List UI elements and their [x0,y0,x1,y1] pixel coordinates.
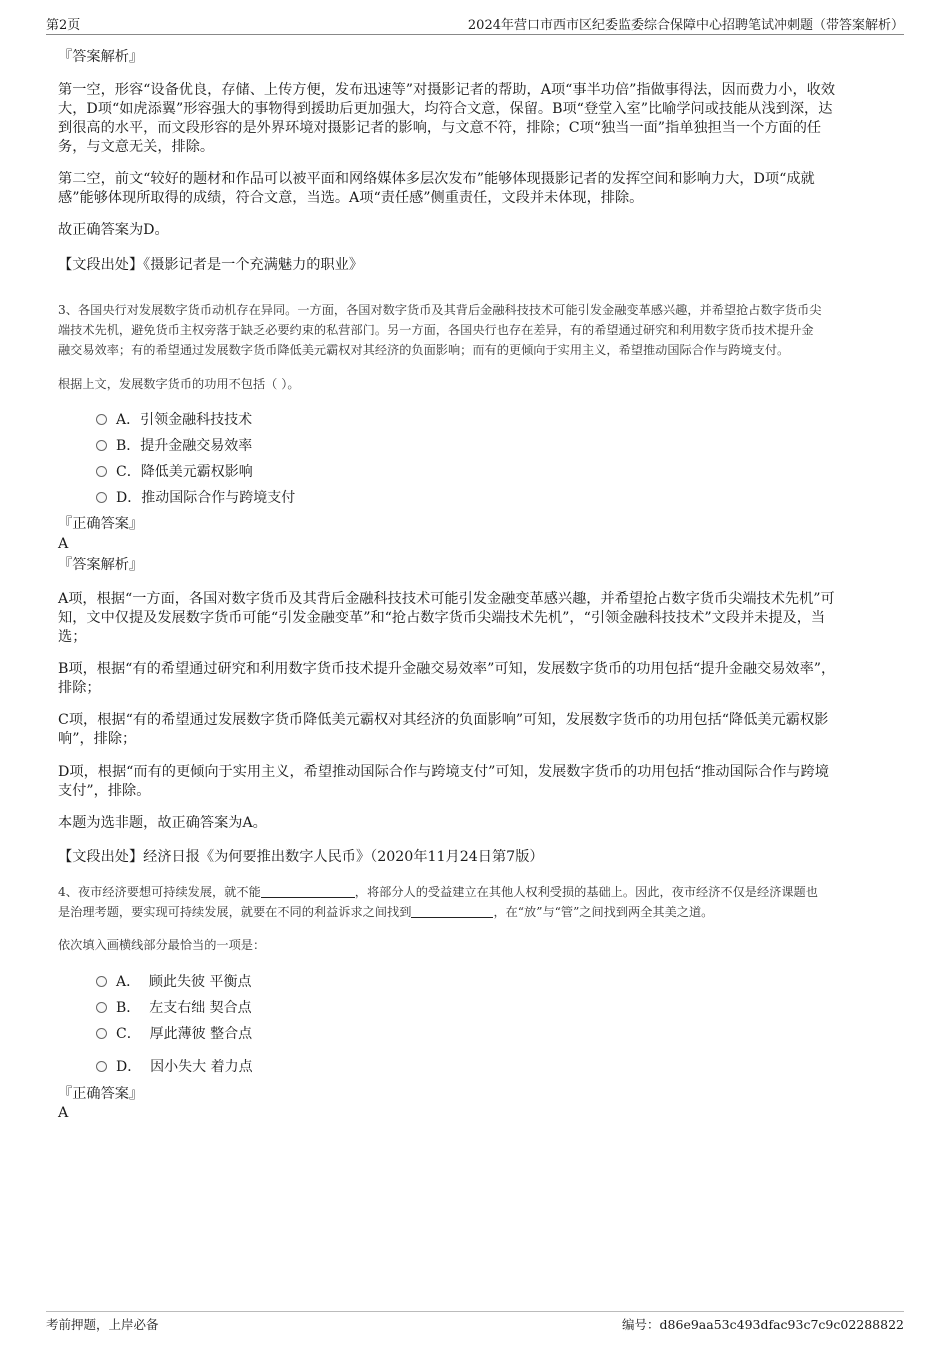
q3-stem-line1: 3、各国央行对发展数字货币动机存在异同。一方面，各国对数字货币及其背后金融科技技术可能引发金融变革感兴趣，并希望抢占数字货币尖 [58,303,822,317]
q2-para2-line2: 感”能够体现所取得的成绩，符合文意，当选。A项“责任感”侧重责任，文段并未体现，排除。 [58,190,644,206]
page-header [46,14,904,35]
q2-para1-line1: 第一空，形容“设备优良，存储、上传方便，发布迅速等”对摄影记者的帮助，A项“事半功倍”指做事得法，因而费力小，收效 [58,82,836,98]
q3-option-c[interactable]: C．降低美元霸权影响 [96,462,253,482]
q4-option-b[interactable]: B． 左支右绌 契合点 [96,998,252,1018]
q3-analysis-b-line2: 排除； [58,680,101,696]
q4-answer-title: 『正确答案』 [58,1086,144,1102]
radio-icon[interactable] [96,976,107,987]
q4-question: 依次填入画横线部分最恰当的一项是： [58,938,266,952]
q4-stem-line2: 是治理考题，要实现可持续发展，就要在不同的利益诉求之间找到 ，在“放”与“管”之间找到两全其美之道。 [58,905,714,919]
q3-analysis-c-line2: 响”，排除； [58,731,137,747]
q3-option-b[interactable]: B．提升金融交易效率 [96,436,252,456]
radio-icon[interactable] [96,492,107,503]
page-number: 第2页 [46,18,81,33]
fill-blank-1 [261,885,355,898]
fill-blank-2 [411,905,493,918]
q3-answer: A [58,536,69,552]
q3-source: 【文段出处】经济日报《为何要推出数字人民币》（2020年11月24日第7版） [58,849,544,865]
document-title: 2024年营口市西市区纪委监委综合保障中心招聘笔试冲刺题（带答案解析） [467,18,904,33]
radio-icon[interactable] [96,1002,107,1013]
q3-option-a[interactable]: A．引领金融科技技术 [96,410,252,430]
q3-answer-title: 『正确答案』 [58,516,144,532]
q3-analysis-title: 『答案解析』 [58,557,144,573]
q2-conclusion: 故正确答案为D。 [58,222,169,238]
q3-analysis-a-line3: 选； [58,629,87,645]
q3-analysis-c-line1: C项，根据“有的希望通过发展数字货币降低美元霸权对其经济的负面影响”可知，发展数字货币的功用包括“降低美元霸权影 [58,712,829,728]
q3-option-d[interactable]: D．推动国际合作与跨境支付 [96,488,295,508]
q3-conclusion: 本题为选非题，故正确答案为A。 [58,815,267,831]
q4-option-a[interactable]: A． 顾此失彼 平衡点 [96,972,251,992]
footer-slogan: 考前押题，上岸必备 [46,1317,159,1332]
radio-icon[interactable] [96,440,107,451]
radio-icon[interactable] [96,466,107,477]
q3-analysis-d-line2: 支付”，排除。 [58,783,151,799]
q3-analysis-a-line1: A项，根据“一方面，各国对数字货币及其背后金融科技技术可能引发金融变革感兴趣，并希望抢占数字货币尖端技术先机”可 [58,591,835,607]
q2-para2-line1: 第二空，前文“较好的题材和作品可以被平面和网络媒体多层次发布”能够体现摄影记者的发挥空间和影响力大，D项“成就 [58,171,815,187]
q2-analysis-title: 『答案解析』 [58,49,144,65]
radio-icon[interactable] [96,1061,107,1072]
q3-analysis-b-line1: B项，根据“有的希望通过研究和利用数字货币技术提升金融交易效率”可知，发展数字货币的功用包括“提升金融交易效率”， [58,661,836,677]
q2-para1-line2: 大，D项“如虎添翼”形容强大的事物得到援助后更加强大，均符合文意，保留。B项“登堂入室”比喻学问或技能从浅到深，达 [58,101,833,117]
q4-answer: A [58,1105,69,1121]
q4-stem-line1: 4、夜市经济要想可持续发展，就不能 ，将部分人的受益建立在其他人权利受损的基础上。因此，夜市经济不仅是经济课题也 [58,885,818,899]
q4-option-c[interactable]: C． 厚此薄彼 整合点 [96,1024,252,1044]
q4-option-d[interactable]: D． 因小失大 着力点 [96,1057,253,1077]
radio-icon[interactable] [96,414,107,425]
page-footer [46,1311,904,1332]
radio-icon[interactable] [96,1028,107,1039]
q2-para1-line3: 到很高的水平，而文段形容的是外界环境对摄影记者的影响，与文意不符，排除；C项“独当一面”指单独担当一个方面的任 [58,120,822,136]
q3-analysis-a-line2: 知，文中仅提及发展数字货币可能“引发金融变革”和“抢占数字货币尖端技术先机”，“引领金融科技技术”文段并未提及，当 [58,610,826,626]
q3-stem-line2: 端技术先机，避免货币主权旁落于缺乏必要约束的私营部门。另一方面，各国央行也存在差异，有的希望通过研究和利用数字货币技术提升金 [58,323,814,337]
document-id: 编号：d86e9aa53c493dfac93c7c9c02288822 [622,1317,904,1332]
q2-para1-line4: 务，与文意无关，排除。 [58,139,215,155]
q3-question: 根据上文，发展数字货币的功用不包括（ ）。 [58,377,300,391]
q3-analysis-d-line1: D项，根据“而有的更倾向于实用主义，希望推动国际合作与跨境支付”可知，发展数字货币的功用包括“推动国际合作与跨境 [58,764,829,780]
q3-stem-line3: 融交易效率；有的希望通过发展数字货币降低美元霸权对其经济的负面影响；而有的更倾向于实用主义，希望推动国际合作与跨境支付。 [58,343,790,357]
q2-source: 【文段出处】《摄影记者是一个充满魅力的职业》 [58,257,364,273]
